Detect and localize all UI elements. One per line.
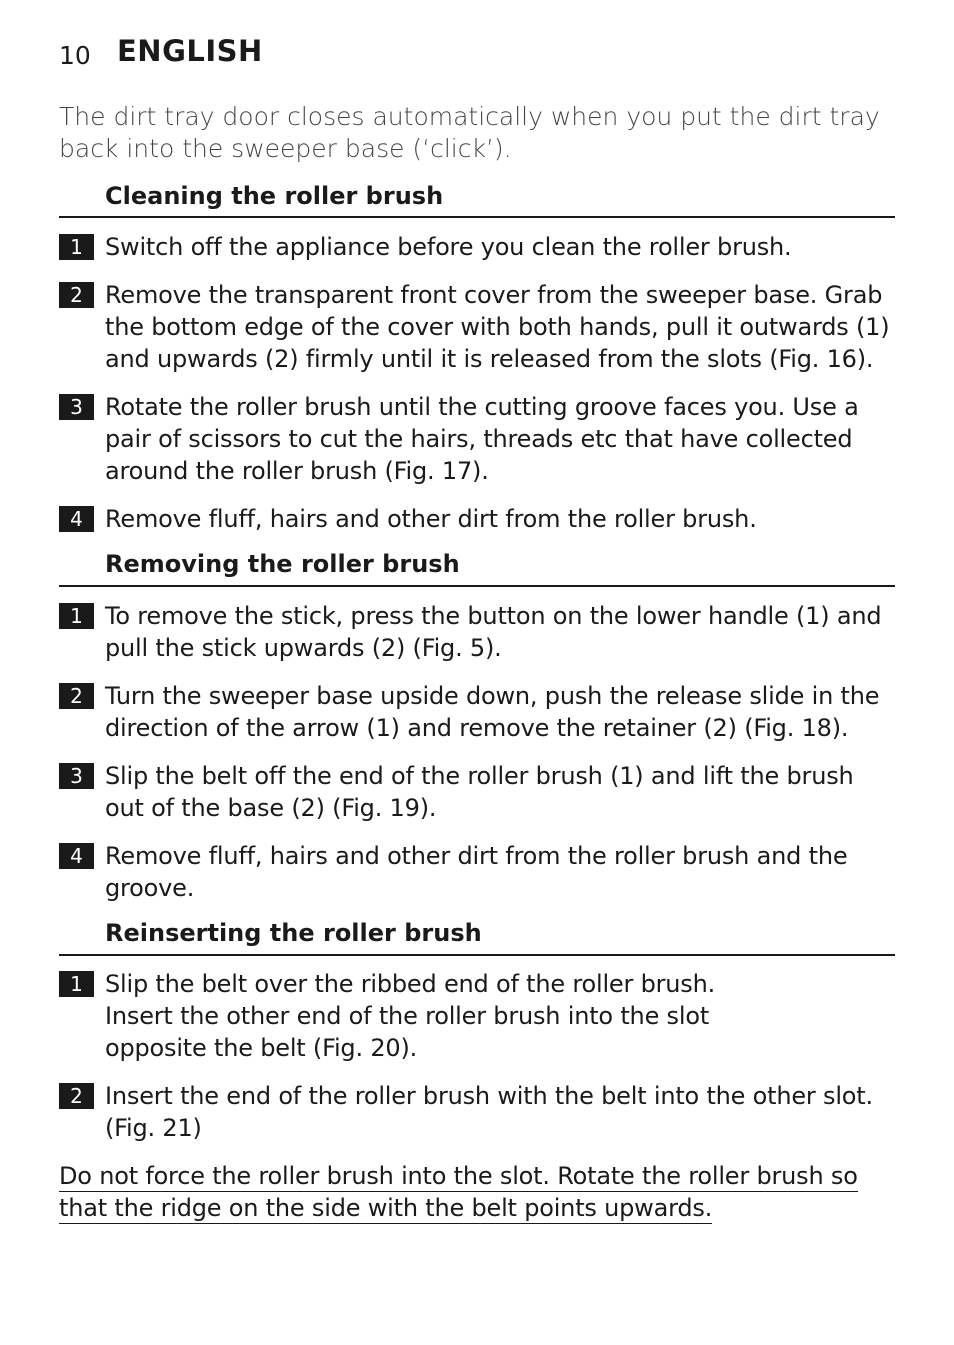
section-title-cleaning: Cleaning the roller brush bbox=[105, 182, 444, 210]
section-rule bbox=[59, 216, 895, 218]
section-title-reinserting: Reinserting the roller brush bbox=[105, 919, 482, 947]
step-number: 4 bbox=[59, 843, 94, 869]
step-text: Remove fluff, hairs and other dirt from the roller brush and the groove. bbox=[105, 842, 848, 902]
note-line-1: Do not force the roller brush into the slot. Rotate the roller brush so bbox=[59, 1162, 858, 1190]
step-number: 3 bbox=[59, 394, 94, 420]
step-text: Turn the sweeper base upside down, push the release slide in the direction of the arrow (1) and remove the retainer (2) (Fig. 18). bbox=[105, 682, 880, 742]
step-number: 4 bbox=[59, 506, 94, 532]
section-rule bbox=[59, 585, 895, 587]
step-number: 1 bbox=[59, 971, 94, 997]
step-text: Slip the belt over the ribbed end of the roller brush. Insert the other end of the roller brush into the slot opposite the belt (Fig. 20). bbox=[105, 970, 716, 1062]
step-text: To remove the stick, press the button on the lower handle (1) and pull the stick upwards (2) (Fig. 5). bbox=[105, 602, 882, 662]
note-line-2: that the ridge on the side with the belt points upwards. bbox=[59, 1194, 713, 1222]
warning-note bbox=[59, 1160, 895, 1224]
intro-paragraph: The dirt tray door closes automatically when you put the dirt tray back into the sweeper base (‘click’). bbox=[59, 102, 880, 163]
section-title-removing: Removing the roller brush bbox=[105, 550, 460, 578]
page-number: 10 bbox=[59, 41, 91, 70]
step-number: 2 bbox=[59, 683, 94, 709]
step-text: Slip the belt off the end of the roller brush (1) and lift the brush out of the base (2) (Fig. 19). bbox=[105, 762, 854, 822]
step-text: Remove the transparent front cover from the sweeper base. Grab the bottom edge of the cover with both hands, pull it outwards (1) and upwards (2) firmly until it is released from the slots (Fig. 16). bbox=[105, 281, 890, 373]
step-text: Remove fluff, hairs and other dirt from the roller brush. bbox=[105, 505, 757, 533]
step-number: 3 bbox=[59, 763, 94, 789]
step-number: 1 bbox=[59, 234, 94, 260]
step-text: Switch off the appliance before you clean the roller brush. bbox=[105, 233, 792, 261]
language-heading: ENGLISH bbox=[117, 34, 263, 68]
section-rule bbox=[59, 954, 895, 956]
step-text: Rotate the roller brush until the cutting groove faces you. Use a pair of scissors to cut the hairs, threads etc that have collected around the roller brush (Fig. 17). bbox=[105, 393, 859, 485]
step-number: 2 bbox=[59, 282, 94, 308]
step-text: Insert the end of the roller brush with the belt into the other slot. (Fig. 21) bbox=[105, 1082, 873, 1142]
step-number: 2 bbox=[59, 1083, 94, 1109]
step-number: 1 bbox=[59, 603, 94, 629]
